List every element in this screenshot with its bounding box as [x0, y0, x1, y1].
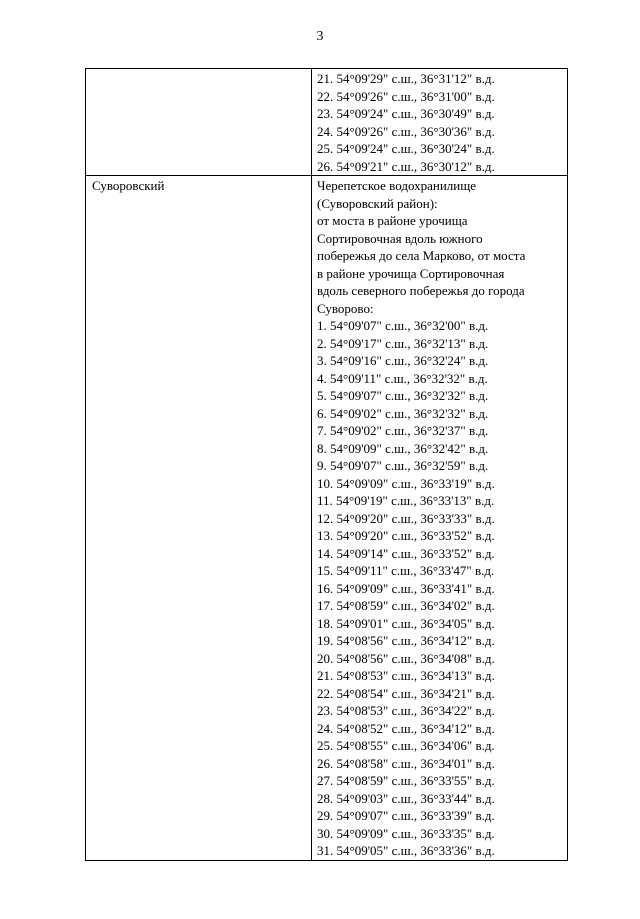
coordinate-point: 1. 54°09'07" с.ш., 36°32'00" в.д.: [317, 318, 489, 333]
coordinate-point: 9. 54°09'07" с.ш., 36°32'59" в.д.: [317, 458, 489, 473]
description-line: в районе урочища Сортировочная: [317, 265, 505, 281]
coordinate-point: 23. 54°09'24" с.ш., 36°30'49" в.д.: [317, 106, 495, 121]
district-cell: [86, 69, 312, 176]
coordinate-point: 22. 54°09'26" с.ш., 36°31'00" в.д.: [317, 88, 495, 104]
description-line: Сортировочная вдоль южного: [317, 230, 483, 246]
description-line: вдоль северного побережья до города: [317, 283, 525, 298]
description-line: Суворово:: [317, 300, 374, 316]
district-cell: [86, 176, 312, 861]
coordinate-point: 20. 54°08'56" с.ш., 36°34'08" в.д.: [317, 650, 495, 666]
boundary-cell: [312, 176, 568, 861]
coordinate-point: 15. 54°09'11" с.ш., 36°33'47" в.д.: [317, 563, 495, 578]
coordinate-point: 24. 54°08'52" с.ш., 36°34'12" в.д.: [317, 720, 495, 736]
coordinate-point: 14. 54°09'14" с.ш., 36°33'52" в.д.: [317, 545, 495, 561]
coordinate-point: 5. 54°09'07" с.ш., 36°32'32" в.д.: [317, 388, 489, 403]
table-body: [86, 69, 568, 861]
coordinate-point: 27. 54°08'59" с.ш., 36°33'55" в.д.: [317, 773, 495, 788]
coordinate-point: 8. 54°09'09" с.ш., 36°32'42" в.д.: [317, 440, 489, 456]
description-line: (Суворовский район):: [317, 195, 438, 211]
coordinate-point: 26. 54°08'58" с.ш., 36°34'01" в.д.: [317, 755, 495, 771]
coordinate-point: 21. 54°09'29" с.ш., 36°31'12" в.д.: [317, 71, 495, 86]
boundary-cell: [312, 69, 568, 176]
description-line: Черепетское водохранилище: [317, 178, 477, 193]
table-row: [86, 69, 568, 176]
coordinate-point: 23. 54°08'53" с.ш., 36°34'22" в.д.: [317, 703, 495, 718]
coordinate-point: 31. 54°09'05" с.ш., 36°33'36" в.д.: [317, 843, 495, 858]
description-line: побережья до села Марково, от моста: [317, 248, 526, 263]
coordinate-point: 30. 54°09'09" с.ш., 36°33'35" в.д.: [317, 825, 495, 841]
coordinate-point: 19. 54°08'56" с.ш., 36°34'12" в.д.: [317, 633, 495, 648]
coordinate-point: 13. 54°09'20" с.ш., 36°33'52" в.д.: [317, 528, 495, 543]
coordinate-point: 3. 54°09'16" с.ш., 36°32'24" в.д.: [317, 353, 489, 368]
coordinate-point: 6. 54°09'02" с.ш., 36°32'32" в.д.: [317, 405, 489, 421]
coordinate-point: 29. 54°09'07" с.ш., 36°33'39" в.д.: [317, 808, 495, 823]
coordinate-point: 17. 54°08'59" с.ш., 36°34'02" в.д.: [317, 598, 495, 613]
coordinate-point: 26. 54°09'21" с.ш., 36°30'12" в.д.: [317, 158, 495, 174]
coordinate-point: 2. 54°09'17" с.ш., 36°32'13" в.д.: [317, 335, 489, 351]
coordinate-point: 11. 54°09'19" с.ш., 36°33'13" в.д.: [317, 493, 495, 508]
coordinate-point: 25. 54°09'24" с.ш., 36°30'24" в.д.: [317, 141, 495, 156]
coordinate-point: 16. 54°09'09" с.ш., 36°33'41" в.д.: [317, 580, 495, 596]
coordinate-point: 10. 54°09'09" с.ш., 36°33'19" в.д.: [317, 475, 495, 491]
coordinate-point: 18. 54°09'01" с.ш., 36°34'05" в.д.: [317, 615, 495, 631]
coordinate-point: 24. 54°09'26" с.ш., 36°30'36" в.д.: [317, 123, 495, 139]
coordinates-table: [85, 68, 568, 861]
coordinate-point: 28. 54°09'03" с.ш., 36°33'44" в.д.: [317, 790, 495, 806]
district-name: Суворовский: [92, 178, 165, 193]
coordinate-point: 7. 54°09'02" с.ш., 36°32'37" в.д.: [317, 423, 489, 438]
coordinate-point: 21. 54°08'53" с.ш., 36°34'13" в.д.: [317, 668, 495, 683]
table-row: [86, 176, 568, 861]
coordinate-point: 22. 54°08'54" с.ш., 36°34'21" в.д.: [317, 685, 495, 701]
coordinate-point: 25. 54°08'55" с.ш., 36°34'06" в.д.: [317, 738, 495, 753]
coordinate-point: 12. 54°09'20" с.ш., 36°33'33" в.д.: [317, 510, 495, 526]
description-line: от моста в районе урочища: [317, 213, 468, 228]
coordinate-point: 4. 54°09'11" с.ш., 36°32'32" в.д.: [317, 370, 488, 386]
page-number: 3: [316, 29, 324, 44]
